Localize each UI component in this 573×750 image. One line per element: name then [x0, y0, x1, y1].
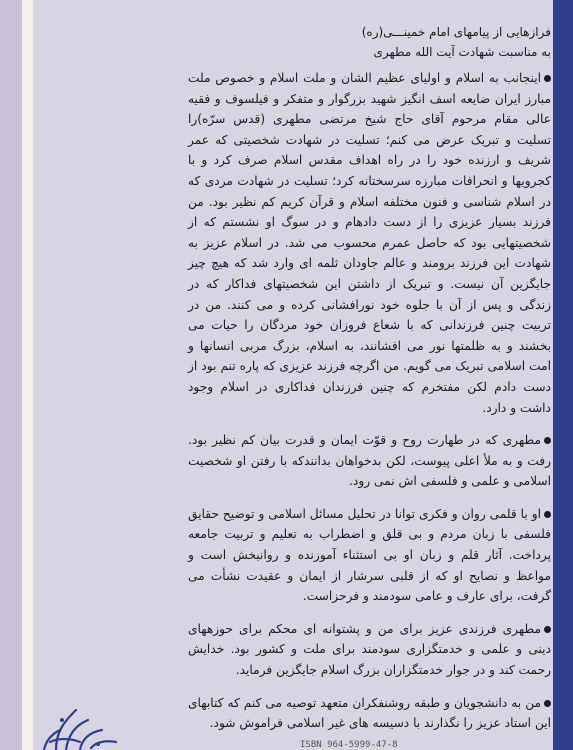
bullet-icon — [544, 75, 551, 82]
paragraph-text: من به دانشجویان و طبقه روشنفکران متعهد توصیه می کنم که کتابهای این استاد عزیز را نگذارند با دسیسه های غیر اسلامی فراموش شود. — [188, 695, 551, 731]
paragraph — [188, 430, 551, 492]
paragraph — [188, 68, 551, 418]
isbn-text: ISBN 964-5999-47-8 — [300, 740, 398, 750]
paragraph-text: مطهری که در طهارت روح و قوّت ایمان و قدرت بیان کم نظیر بود. رفت و به ملأ اعلی پیوست، لکن بدخواهان بدانندکه با رفتن او شخصیت اسلامی و علمی و فلسفی اش نمی رود. — [188, 433, 551, 489]
paragraph — [188, 693, 551, 734]
quote-content — [188, 22, 551, 750]
paragraph-text: اینجانب به اسلام و اولیای عظیم الشان و ملت اسلام و خصوص ملت مبارز ایران ضایعه اسف انگیز شهید بزرگوار و متفکر و فیلسوف و فقیه عالی مقام مرحوم آقای حاج شیخ مرتضی مطهری (قدس سرّه)را تسلیت و تبریک عرض می کنم؛ تسلیت در شهادت شخصیتی که عمر شریف و ارزنده خود را در راه اهداف مقدس اسلام صرف کرد و با کجرویها و انحرافات مبارزه سرسختانه کرد؛ تسلیت در شهادت مردی که در اسلام شناسی و فنون مختلفه اسلام و قرآن کریم کم نظیر بود. من فرزند بسیار عزیزی را از دست دادهام و در سوگ او نشستم که از شخصیتهایی بود که حاصل عمرم محسوب می شد. در اسلام عزیز به شهادت این فرزند برومند و عالم جاودان ثلمه ای وارد شد که هیچ چیز جایگزین آن نیست. و تبریک از داشتن این شخصیتهای فداکار که در زندگی و پس از آن با جلوه خود نورافشانی کرده و می کنند. من در تربیت چنین فرزندانی که با شعاع فروزان خود مردگان را حیات می بخشند و به ظلمتها نور می افشانند، به اسلام، بزرگ مربی انسانها و امت اسلامی تبریک می گویم. من اگرچه فرزند عزیزی که پاره تنم بود از دست دادم لکن مفتخرم که چنین فرزندان فداکاری در اسلام وجود داشت و دارد. — [188, 71, 551, 415]
bullet-icon — [544, 626, 551, 633]
paragraph — [188, 504, 551, 607]
left-band — [0, 0, 22, 750]
bullet-icon — [544, 700, 551, 707]
header-line-1: فرازهایی از پیامهای امام خمینـــی(ره) — [361, 25, 551, 39]
header — [188, 22, 551, 62]
paragraph — [188, 619, 551, 681]
paragraph-text: مطهری فرزندی عزیز برای من و پشتوانه ای محکم برای حوزههای دینی و علمی و خدمتگزاری سودمند برای ملت و کشور بود. خدایش رحمت کند و در جوار خدمتگزاران بزرگ اسلام جایگزین فرماید. — [188, 621, 551, 678]
paragraph-text: او با قلمی روان و فکری توانا در تحلیل مسائل اسلامی و توضیح حقایق فلسفی با زبان مردم و بی قلق و اضطراب به تعلیم و تربیت جامعه پرداخت. آثار قلم و زبان او بی استثناء آموزنده و روانبخش است و مواعظ و نصایح او که از قلبی سرشار از ایمان و عقیدت نشأت می گرفت، برای عارف و عامی سودمند و فرحزاست. — [188, 506, 551, 604]
blue-spine-strip — [553, 0, 573, 750]
bullet-icon — [544, 437, 551, 444]
header-line-2: به مناسبت شهادت آیت الله مطهری — [373, 45, 551, 59]
publisher-logo-icon — [36, 690, 186, 750]
bullet-icon — [544, 511, 551, 518]
